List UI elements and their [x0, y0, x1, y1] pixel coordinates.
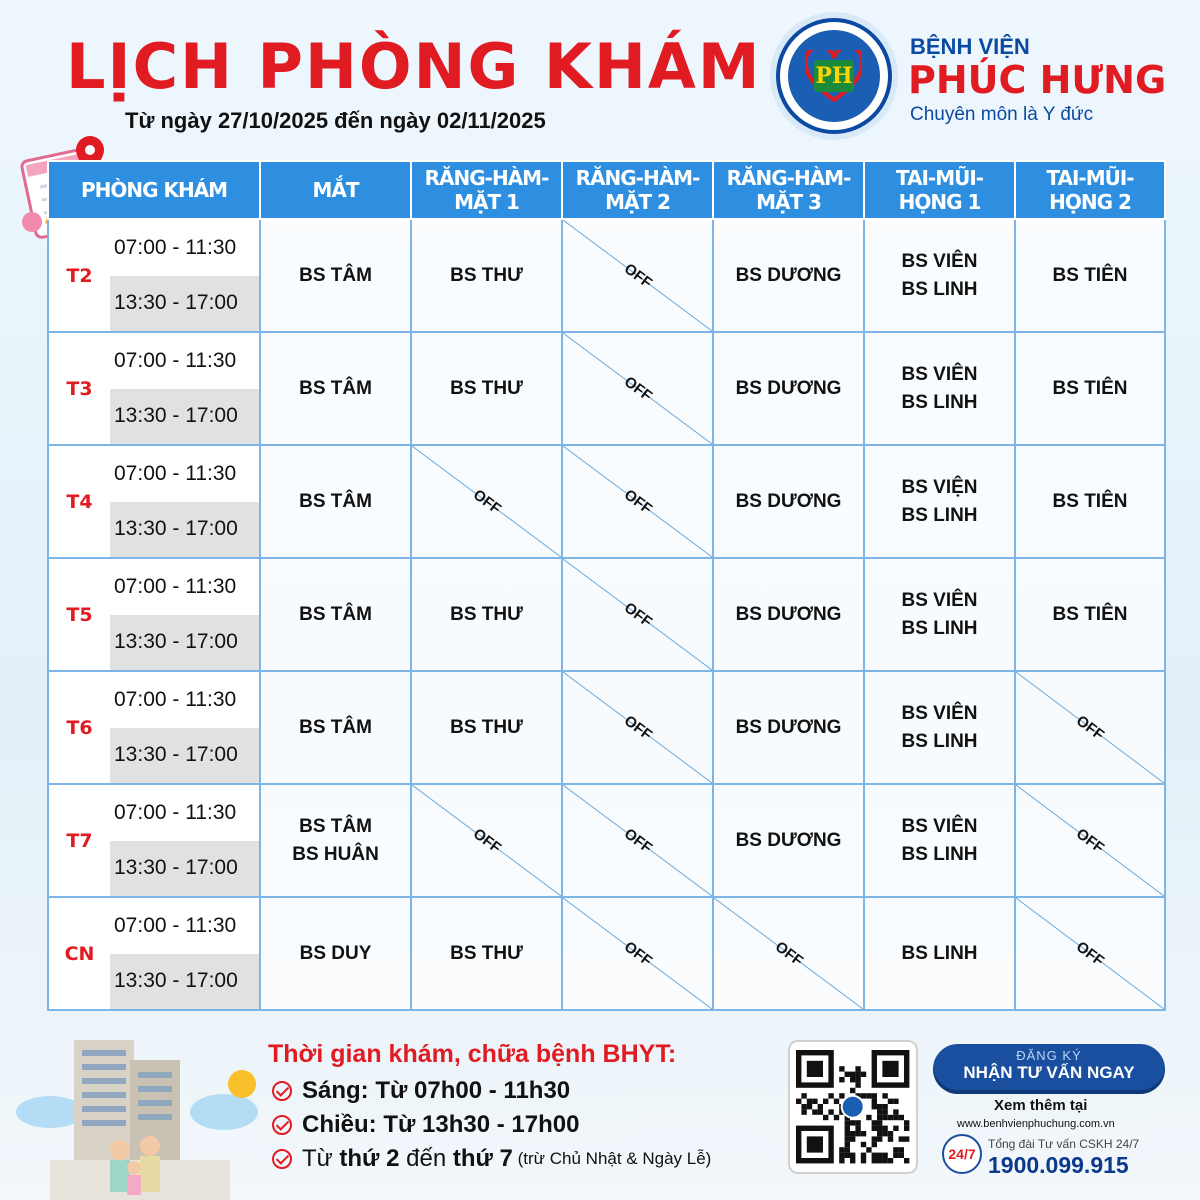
- time-slots: [110, 671, 260, 784]
- doctor-name: BS DƯƠNG: [735, 377, 842, 399]
- schedule-row: [48, 784, 1165, 897]
- doctor-name: BS TIÊN: [1052, 377, 1128, 399]
- morning-slot: 07:00 - 11:30: [110, 672, 259, 728]
- off-cell: [1015, 671, 1165, 784]
- doctor-cell: [411, 671, 562, 784]
- time-slots: [110, 558, 260, 671]
- bhyt-days-from: thứ 2: [339, 1145, 400, 1172]
- doctor-name: BS VIÊN: [901, 815, 978, 837]
- doctor-name: BS VIÊN: [901, 363, 978, 385]
- doctor-name: BS THƯ: [450, 264, 523, 286]
- schedule-row: [48, 219, 1165, 332]
- support-247-icon: 24/7: [942, 1134, 982, 1174]
- doctor-name: BS DƯƠNG: [735, 603, 842, 625]
- day-label: T3: [48, 332, 110, 445]
- doctor-cell: [1015, 332, 1165, 445]
- doctor-name: BS LINH: [901, 942, 978, 964]
- header-col: RĂNG-HÀM-MẶT 1: [411, 161, 562, 219]
- afternoon-slot: 13:30 - 17:00: [110, 841, 259, 897]
- afternoon-slot: 13:30 - 17:00: [110, 502, 259, 558]
- doctor-name: BS TÂM: [299, 603, 372, 625]
- register-button[interactable]: [933, 1044, 1165, 1094]
- afternoon-slot: 13:30 - 17:00: [110, 954, 259, 1010]
- qr-code[interactable]: [788, 1040, 918, 1174]
- doctor-cell: [260, 219, 411, 332]
- doctor-name: BS THƯ: [450, 716, 523, 738]
- doctor-name: BS TÂM: [299, 264, 372, 286]
- check-icon: [272, 1149, 292, 1169]
- doctor-cell: [713, 671, 864, 784]
- off-label: OFF: [620, 485, 655, 518]
- doctor-cell: [864, 219, 1015, 332]
- afternoon-slot: 13:30 - 17:00: [110, 728, 259, 784]
- doctor-cell: [411, 897, 562, 1010]
- off-cell: [562, 445, 713, 558]
- doctor-name: BS DƯƠNG: [735, 490, 842, 512]
- doctor-name: BS TÂM: [299, 716, 372, 738]
- off-label: OFF: [469, 824, 504, 857]
- day-label: T2: [48, 219, 110, 332]
- off-cell: [1015, 897, 1165, 1010]
- hotline-number[interactable]: 1900.099.915: [988, 1152, 1129, 1178]
- off-label: OFF: [469, 485, 504, 518]
- off-cell: [562, 897, 713, 1010]
- brand-slogan: Chuyên môn là Y đức: [910, 104, 1094, 125]
- doctor-name: BS THƯ: [450, 377, 523, 399]
- doctor-cell: [260, 897, 411, 1010]
- check-icon: [272, 1115, 292, 1135]
- building-illustration: [10, 1020, 260, 1200]
- doctor-name: BS HUÂN: [292, 843, 379, 865]
- header-col: MẮT: [260, 161, 411, 219]
- off-label: OFF: [1072, 824, 1108, 857]
- brand-line2: PHÚC HƯNG: [908, 58, 1167, 102]
- doctor-name: BS DUY: [299, 942, 372, 964]
- doctor-name: BS VIỆN: [901, 476, 978, 498]
- off-label: OFF: [620, 372, 655, 405]
- afternoon-slot: 13:30 - 17:00: [110, 615, 259, 671]
- doctor-name: BS LINH: [901, 730, 978, 752]
- schedule-row: [48, 558, 1165, 671]
- off-label: OFF: [620, 598, 655, 631]
- day-label: T5: [48, 558, 110, 671]
- morning-slot: 07:00 - 11:30: [110, 785, 259, 841]
- morning-slot: 07:00 - 11:30: [110, 220, 259, 276]
- day-label: CN: [48, 897, 110, 1010]
- bhyt-days-mid: đến: [399, 1145, 453, 1172]
- doctor-name: BS LINH: [901, 617, 978, 639]
- schedule-body: [48, 219, 1165, 1010]
- doctor-name: BS VIÊN: [901, 702, 978, 724]
- doctor-cell: [864, 445, 1015, 558]
- doctor-name: BS TÂM: [299, 377, 372, 399]
- brand-line1: BỆNH VIỆN: [910, 34, 1030, 59]
- off-cell: [713, 897, 864, 1010]
- register-main-label: NHẬN TƯ VẤN NGAY: [963, 1063, 1135, 1082]
- header-col: RĂNG-HÀM-MẶT 2: [562, 161, 713, 219]
- hospital-logo: [776, 18, 892, 134]
- doctor-cell: [713, 219, 864, 332]
- bhyt-days: [272, 1145, 711, 1173]
- doctor-cell: [411, 558, 562, 671]
- afternoon-slot: 13:30 - 17:00: [110, 389, 259, 445]
- doctor-name: BS TIÊN: [1052, 264, 1128, 286]
- doctor-name: BS THƯ: [450, 942, 523, 964]
- schedule-row: [48, 671, 1165, 784]
- doctor-name: BS LINH: [901, 391, 978, 413]
- day-label: T6: [48, 671, 110, 784]
- doctor-name: BS LINH: [901, 278, 978, 300]
- off-cell: [562, 558, 713, 671]
- morning-slot: 07:00 - 11:30: [110, 898, 259, 954]
- doctor-name: BS TIÊN: [1052, 490, 1128, 512]
- bhyt-morning: [272, 1077, 570, 1105]
- afternoon-slot: 13:30 - 17:00: [110, 276, 259, 332]
- doctor-name: BS TIÊN: [1052, 603, 1128, 625]
- header-room: PHÒNG KHÁM: [48, 161, 260, 219]
- doctor-cell: [864, 671, 1015, 784]
- doctor-name: BS VIÊN: [901, 250, 978, 272]
- bhyt-afternoon: [272, 1111, 579, 1139]
- doctor-name: BS VIÊN: [901, 589, 978, 611]
- doctor-name: BS DƯƠNG: [735, 264, 842, 286]
- morning-slot: 07:00 - 11:30: [110, 446, 259, 502]
- header-col: TAI-MŨI-HỌNG 1: [864, 161, 1015, 219]
- page-title: LỊCH PHÒNG KHÁM: [66, 30, 762, 103]
- time-slots: [110, 219, 260, 332]
- schedule-row: [48, 897, 1165, 1010]
- off-cell: [562, 332, 713, 445]
- morning-slot: 07:00 - 11:30: [110, 559, 259, 615]
- off-cell: [562, 219, 713, 332]
- off-cell: [411, 784, 562, 897]
- doctor-cell: [1015, 219, 1165, 332]
- doctor-name: BS DƯƠNG: [735, 716, 842, 738]
- bhyt-days-note: (trừ Chủ Nhật & Ngày Lễ): [512, 1149, 712, 1168]
- doctor-name: BS TÂM: [299, 815, 372, 837]
- logo-mark: PH: [814, 60, 854, 92]
- schedule-row: [48, 445, 1165, 558]
- qr-pattern: [790, 1042, 916, 1172]
- check-icon: [272, 1081, 292, 1101]
- off-cell: [562, 784, 713, 897]
- doctor-cell: [864, 897, 1015, 1010]
- doctor-cell: [713, 445, 864, 558]
- doctor-cell: [713, 332, 864, 445]
- off-cell: [411, 445, 562, 558]
- doctor-cell: [864, 558, 1015, 671]
- bhyt-afternoon-text: Chiều: Từ 13h30 - 17h00: [302, 1111, 580, 1138]
- off-label: OFF: [620, 824, 655, 857]
- doctor-cell: [260, 558, 411, 671]
- date-range: Từ ngày 27/10/2025 đến ngày 02/11/2025: [125, 108, 546, 133]
- hotline-label: Tổng đài Tư vấn CSKH 24/7: [988, 1137, 1140, 1151]
- website-link[interactable]: www.benhvienphuchung.com.vn: [957, 1118, 1115, 1130]
- time-slots: [110, 445, 260, 558]
- off-label: OFF: [771, 937, 806, 970]
- off-label: OFF: [620, 259, 655, 292]
- off-label: OFF: [1072, 711, 1108, 744]
- off-label: OFF: [620, 711, 655, 744]
- register-top-label: ĐĂNG KÝ: [1016, 1048, 1082, 1063]
- schedule-row: [48, 332, 1165, 445]
- header-col: TAI-MŨI-HỌNG 2: [1015, 161, 1165, 219]
- doctor-cell: [411, 332, 562, 445]
- off-label: OFF: [620, 937, 655, 970]
- time-slots: [110, 332, 260, 445]
- doctor-name: BS LINH: [901, 504, 978, 526]
- bhyt-days-prefix: Từ: [302, 1145, 340, 1172]
- doctor-cell: [864, 332, 1015, 445]
- day-label: T4: [48, 445, 110, 558]
- time-slots: [110, 897, 260, 1010]
- off-cell: [1015, 784, 1165, 897]
- doctor-name: BS LINH: [901, 843, 978, 865]
- bhyt-title: Thời gian khám, chữa bệnh BHYT:: [268, 1040, 677, 1068]
- doctor-cell: [1015, 445, 1165, 558]
- doctor-name: BS DƯƠNG: [735, 829, 842, 851]
- bhyt-days-to: thứ 7: [452, 1145, 513, 1172]
- doctor-cell: [864, 784, 1015, 897]
- schedule-table: [47, 160, 1166, 1011]
- morning-slot: 07:00 - 11:30: [110, 333, 259, 389]
- doctor-cell: [260, 784, 411, 897]
- doctor-cell: [411, 219, 562, 332]
- header-row: [48, 161, 1165, 219]
- off-cell: [562, 671, 713, 784]
- header-col: RĂNG-HÀM-MẶT 3: [713, 161, 864, 219]
- doctor-cell: [260, 332, 411, 445]
- doctor-name: BS THƯ: [450, 603, 523, 625]
- day-label: T7: [48, 784, 110, 897]
- doctor-name: BS TÂM: [299, 490, 372, 512]
- more-info-label: Xem thêm tại: [994, 1097, 1088, 1114]
- doctor-cell: [713, 784, 864, 897]
- off-label: OFF: [1072, 937, 1108, 970]
- doctor-cell: [713, 558, 864, 671]
- doctor-cell: [1015, 558, 1165, 671]
- doctor-cell: [260, 445, 411, 558]
- time-slots: [110, 784, 260, 897]
- doctor-cell: [260, 671, 411, 784]
- bhyt-morning-text: Sáng: Từ 07h00 - 11h30: [302, 1077, 571, 1104]
